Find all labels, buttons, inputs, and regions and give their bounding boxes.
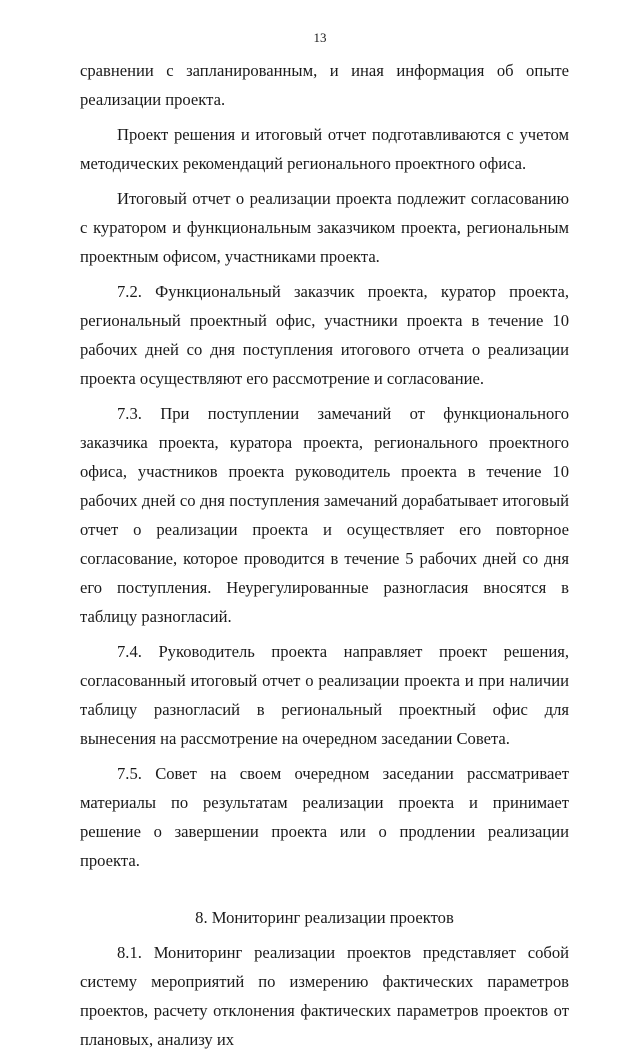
- paragraph-8-1: 8.1. Мониторинг реализации проектов представляет собой систему мероприятий по измерению фактических параметров проектов, расчету отклонения фактических параметров проектов от плановых, анализу их: [80, 943, 569, 1049]
- section-heading-8: 8. Мониторинг реализации проектов: [195, 908, 454, 927]
- paragraph-7-3: 7.3. При поступлении замечаний от функционального заказчика проекта, куратора проекта, регионального проектного офиса, участников проекта руководитель проекта в течение 10 рабочих дней со дня поступления замечаний дорабатывает итоговый отчет о реализации проекта и осуществляет его повторное согласование, которое проводится в течение 5 рабочих дней со дня его поступления. Неурегулированные разногласия вносятся в таблицу разногласий.: [80, 404, 569, 626]
- document-body: [80, 56, 569, 1054]
- page-number: 13: [313, 30, 327, 45]
- paragraph-7-2: 7.2. Функциональный заказчик проекта, куратор проекта, региональный проектный офис, участники проекта в течение 10 рабочих дней со дня поступления итогового отчета о реализации проекта осуществляют его рассмотрение и согласование.: [80, 282, 569, 388]
- paragraph-continuation: сравнении с запланированным, и иная информация об опыте реализации проекта.: [80, 61, 569, 109]
- paragraph-project-decision: Проект решения и итоговый отчет подготавливаются с учетом методических рекомендаций регионального проектного офиса.: [80, 125, 569, 173]
- paragraph-final-report-approval: Итоговый отчет о реализации проекта подлежит согласованию с куратором и функциональным заказчиком проекта, региональным проектным офисом, участниками проекта.: [80, 189, 569, 266]
- paragraph-7-5: 7.5. Совет на своем очередном заседании рассматривает материалы по результатам реализации проекта и принимает решение о завершении проекта или о продлении реализации проекта.: [80, 764, 569, 870]
- paragraph-7-4: 7.4. Руководитель проекта направляет проект решения, согласованный итоговый отчет о реализации проекта и при наличии таблицу разногласий в региональный проектный офис для вынесения на рассмотрение на очередном заседании Совета.: [80, 642, 569, 748]
